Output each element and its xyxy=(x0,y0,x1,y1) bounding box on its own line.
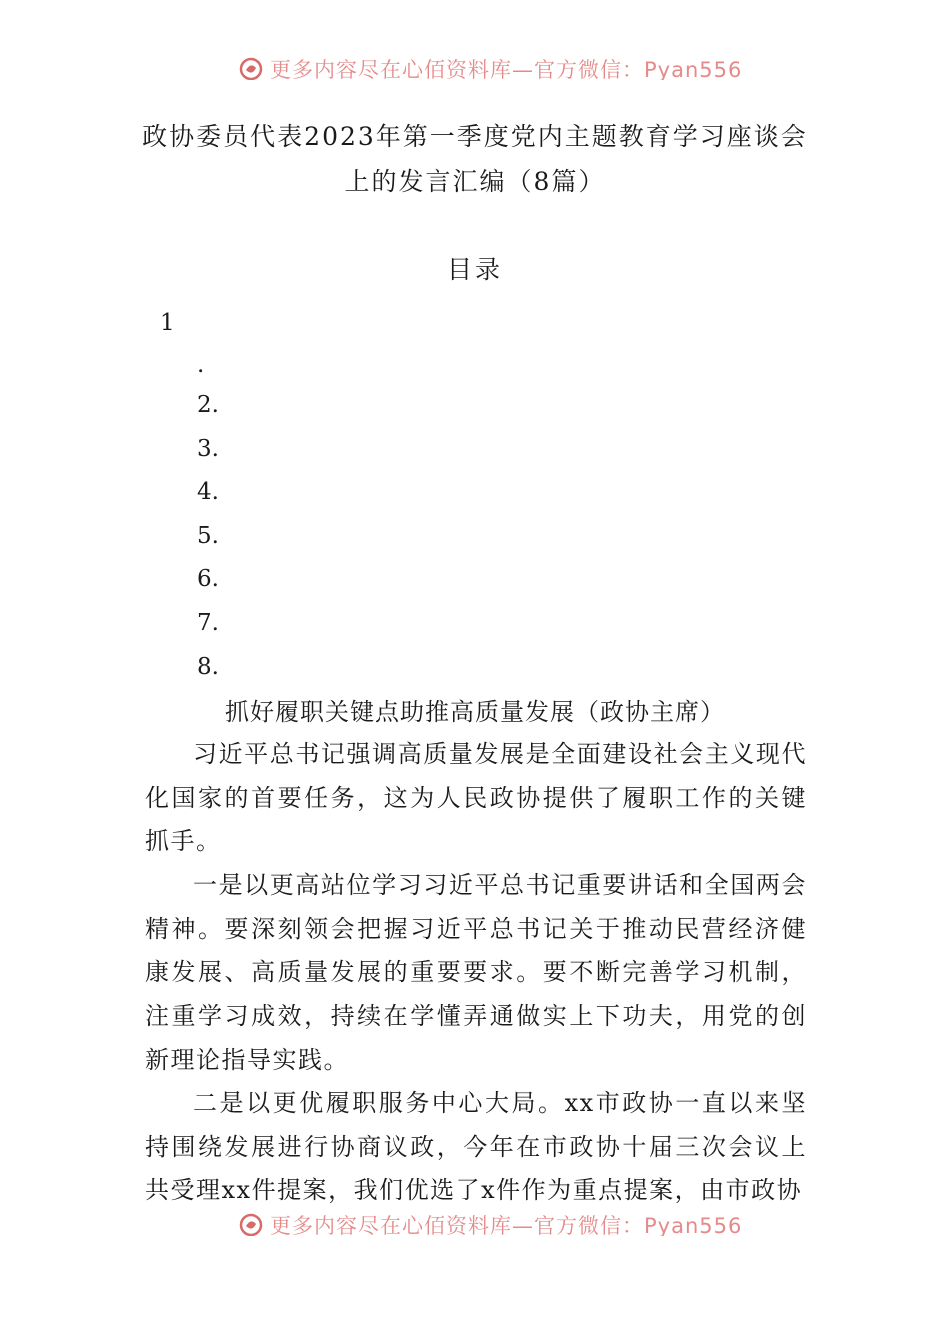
toc-dot: . xyxy=(197,352,205,378)
toc-heading: 目录 xyxy=(446,255,503,284)
toc-item: 4. xyxy=(197,479,219,505)
toc-item: 2. xyxy=(197,392,219,418)
watermark-banner-top xyxy=(0,50,950,80)
watermark-banner-bottom xyxy=(0,1206,950,1236)
article-paragraph: 一是以更高站位学习习近平总书记重要讲话和全国两会精神。要深刻领会把握习近平总书记关于推动民营经济健康发展、高质量发展的重要要求。要不断完善学习机制，注重学习成效，持续在学懂弄通做实上下功夫，用党的创新理论指导实践。 xyxy=(145,871,807,1074)
logo-icon xyxy=(238,1212,264,1236)
document-title: 政协委员代表2023年第一季度党内主题教育学习座谈会上的发言汇编（8篇） xyxy=(142,122,808,196)
article-title: 抓好履职关键点助推高质量发展（政协主席） xyxy=(225,698,725,726)
logo-icon xyxy=(238,56,264,80)
article-paragraph: 二是以更优履职服务中心大局。xx市政协一直以来坚持围绕发展进行协商议政，今年在市政协十届三次会议上共受理xx件提案，我们优选了x件作为重点提案，由市政协 xyxy=(145,1089,807,1205)
toc-item: 6. xyxy=(197,566,219,592)
watermark-text: 更多内容尽在心佰资料库—官方微信：Pyan556 xyxy=(270,1214,743,1236)
article-paragraph: 习近平总书记强调高质量发展是全面建设社会主义现代化国家的首要任务，这为人民政协提供了履职工作的关键抓手。 xyxy=(145,740,807,856)
toc-item: 3. xyxy=(197,436,219,462)
toc-number: 1 xyxy=(160,310,175,336)
toc-item: 7. xyxy=(197,610,219,636)
toc-item: 8. xyxy=(197,654,219,680)
watermark-text: 更多内容尽在心佰资料库—官方微信：Pyan556 xyxy=(270,58,743,80)
toc-item: 5. xyxy=(197,523,219,549)
